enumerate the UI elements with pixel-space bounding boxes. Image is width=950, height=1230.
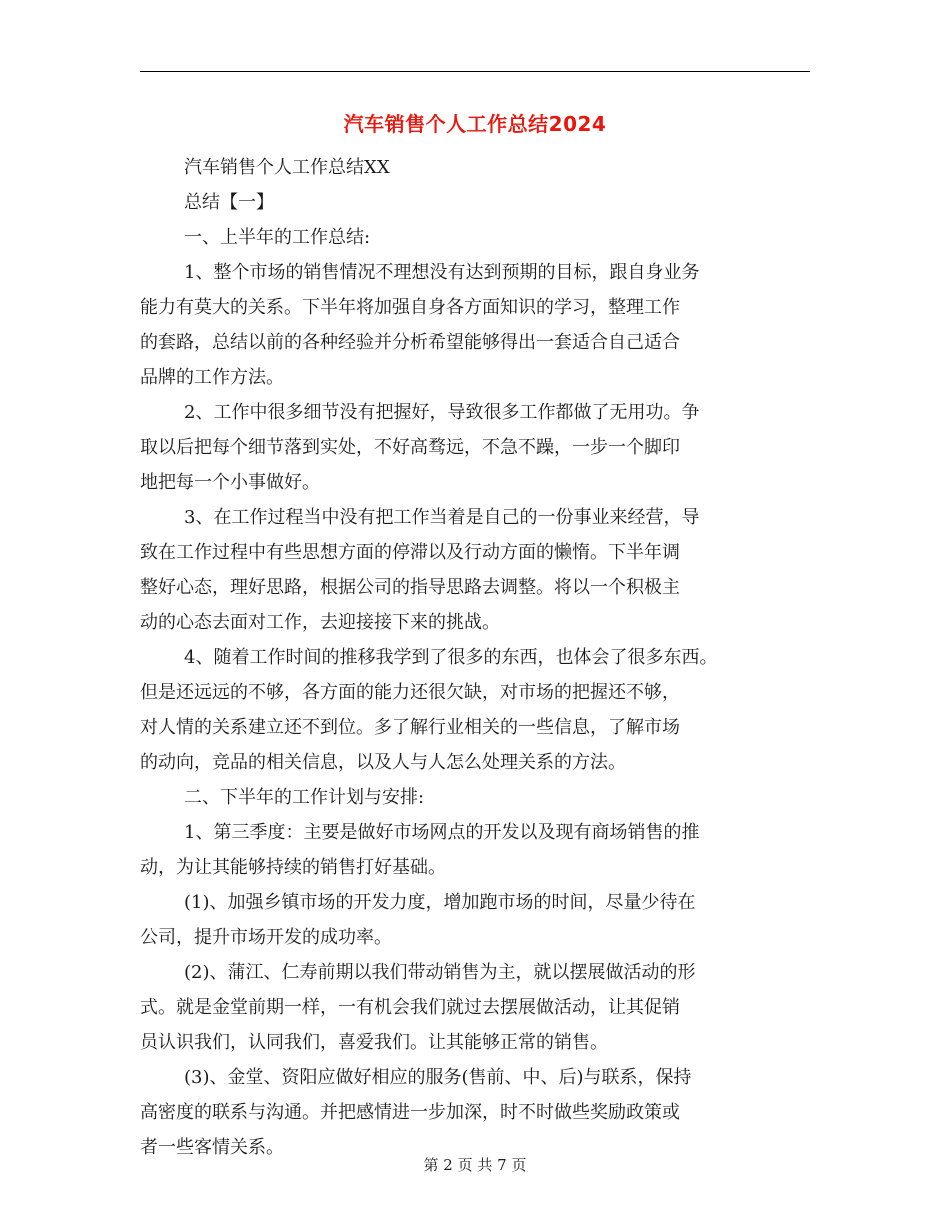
paragraph-line: 一、上半年的工作总结:	[184, 227, 371, 248]
paragraph-line: 式。就是金堂前期一样，一有机会我们就过去摆展做活动，让其促销	[140, 997, 680, 1018]
paragraph-line: 2、工作中很多细节没有把握好，导致很多工作都做了无用功。争	[184, 402, 700, 423]
paragraph-line: 致在工作过程中有些思想方面的停滞以及行动方面的懒惰。下半年调	[140, 542, 680, 563]
document-title: 汽车销售个人工作总结2024	[343, 112, 607, 136]
paragraph-line: 能力有莫大的关系。下半年将加强自身各方面知识的学习，整理工作	[140, 297, 680, 318]
paragraph-line: 取以后把每个细节落到实处，不好高骛远，不急不躁，一步一个脚印	[140, 437, 680, 458]
paragraph-line: 动的心态去面对工作，去迎接接下来的挑战。	[140, 612, 500, 633]
page-footer: 第 2 页 共 7 页	[423, 1156, 527, 1174]
paragraph-line: (1)、加强乡镇市场的开发力度，增加跑市场的时间，尽量少待在	[184, 892, 696, 913]
document-body	[140, 150, 812, 1165]
paragraph-line: 公司，提升市场开发的成功率。	[140, 927, 392, 948]
paragraph-line: 1、第三季度：主要是做好市场网点的开发以及现有商场销售的推	[184, 822, 700, 843]
paragraph-line: 总结【一】	[184, 192, 274, 213]
paragraph-line: 地把每一个小事做好。	[140, 472, 320, 493]
paragraph-line: 整好心态，理好思路，根据公司的指导思路去调整。将以一个积极主	[140, 577, 680, 598]
paragraph-line: 高密度的联系与沟通。并把感情进一步加深，时不时做些奖励政策或	[140, 1102, 680, 1123]
paragraph-line: 1、整个市场的销售情况不理想没有达到预期的目标，跟自身业务	[184, 262, 700, 283]
paragraph-line: 3、在工作过程当中没有把工作当着是自己的一份事业来经营，导	[184, 507, 700, 528]
paragraph-line: 但是还远远的不够，各方面的能力还很欠缺，对市场的把握还不够，	[140, 682, 680, 703]
paragraph-line: 汽车销售个人工作总结XX	[184, 157, 390, 178]
header-rule	[140, 71, 810, 72]
paragraph-line: 者一些客情关系。	[140, 1137, 284, 1158]
paragraph-line: 的套路，总结以前的各种经验并分析希望能够得出一套适合自己适合	[140, 332, 680, 353]
paragraph-line: 的动向，竞品的相关信息，以及人与人怎么处理关系的方法。	[140, 752, 626, 773]
paragraph-line: 对人情的关系建立还不到位。多了解行业相关的一些信息，了解市场	[140, 717, 680, 738]
paragraph-line: 二、下半年的工作计划与安排:	[184, 787, 425, 808]
paragraph-line: (3)、金堂、资阳应做好相应的服务(售前、中、后)与联系，保持	[184, 1067, 692, 1088]
paragraph-line: (2)、蒲江、仁寿前期以我们带动销售为主，就以摆展做活动的形	[184, 962, 696, 983]
paragraph-line: 动，为让其能够持续的销售打好基础。	[140, 857, 446, 878]
paragraph-line: 员认识我们，认同我们，喜爱我们。让其能够正常的销售。	[140, 1032, 608, 1053]
paragraph-line: 品牌的工作方法。	[140, 367, 284, 388]
paragraph-line: 4、随着工作时间的推移我学到了很多的东西，也体会了很多东西。	[184, 647, 718, 668]
